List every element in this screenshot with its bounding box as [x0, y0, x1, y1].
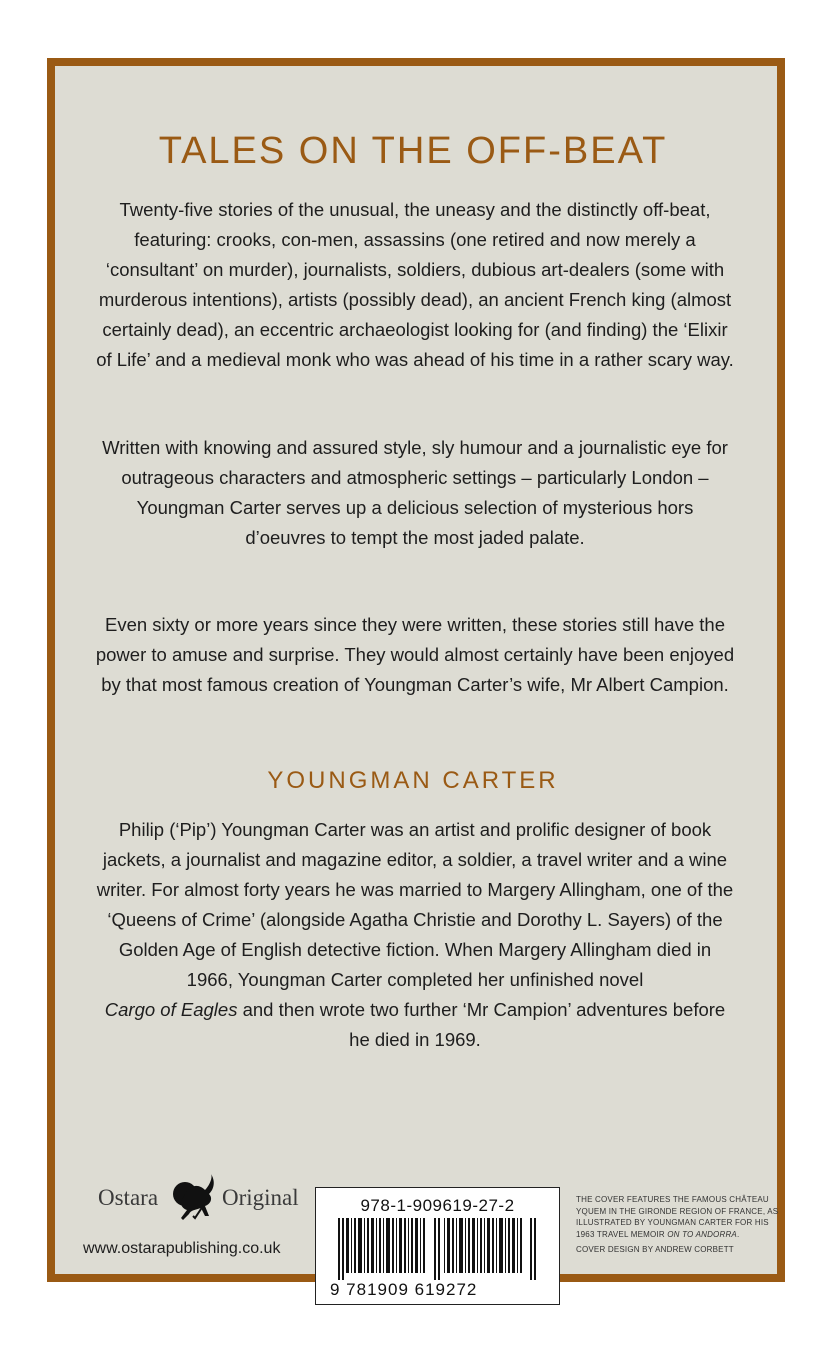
- author-bio: [95, 815, 735, 1055]
- isbn-barcode: [315, 1187, 560, 1305]
- publisher-url[interactable]: www.ostarapublishing.co.uk: [83, 1240, 281, 1257]
- author-bio-text: Philip (‘Pip’) Youngman Carter was an artist and prolific designer of book jackets, a journalist and magazine editor, a soldier, a travel writer and a wine writer. For almost forty years he was married to Margery Allingham, one of the ‘Queens of Crime’ (alongside Agatha Christie and Dorothy L. Sayers) of the Golden Age of English detective fiction. When Margery Allingham died in 1966, Youngman Carter completed her unfinished novel: [96, 819, 734, 990]
- cover-credits: [576, 1194, 781, 1256]
- publisher-logo-text-right: Original: [222, 1185, 299, 1210]
- book-title-reference: Cargo of Eagles: [104, 999, 238, 1020]
- publisher-logo-text-left: Ostara: [98, 1185, 159, 1210]
- book-title: TALES ON THE OFF-BEAT: [158, 130, 668, 172]
- author-heading: YOUNGMAN CARTER: [267, 767, 559, 794]
- cover-design-credit: COVER DESIGN BY ANDREW CORBETT: [576, 1245, 734, 1254]
- credit-period: .: [736, 1229, 740, 1239]
- credit-book-title: ON TO ANDORRA: [667, 1229, 737, 1239]
- author-bio-end: and then wrote two further ‘Mr Campion’ adventures before he died in 1969.: [237, 999, 726, 1050]
- isbn-number: 978-1-909619-27-2: [360, 1196, 515, 1215]
- blurb-paragraph-3: Even sixty or more years since they were written, these stories still have the power to amuse and surprise. They would almost certainly have been enjoyed by that most famous creation of Youngman Carter’s wife, Mr Albert Campion.: [95, 614, 735, 695]
- blurb-paragraph-1: Twenty-five stories of the unusual, the uneasy and the distinctly off-beat, featuring: crooks, con-men, assassins (one retired and now merely a ‘consultant’ on murder), journalists, soldiers, dubious art-dealers (some with murderous intentions), artists (possibly dead), an ancient French king (almost certainly dead), an eccentric archaeologist looking for (and finding) the ‘Elixir of Life’ and a medieval monk who was ahead of his time in a rather scary way.: [96, 199, 734, 370]
- blurb-paragraph-2: Written with knowing and assured style, sly humour and a journalistic eye for outrageous characters and atmospheric settings – particularly London – Youngman Carter serves up a delicious selection of mysterious hors d’oeuvres to tempt the most jaded palate.: [102, 437, 728, 548]
- cover-illustration-credit: [576, 1194, 781, 1240]
- credit-text: THE COVER FEATURES THE FAMOUS CHÂTEAU YQUEM IN THE GIRONDE REGION OF FRANCE, AS ILLUSTRATED BY YOUNGMAN CARTER FOR HIS 1963 TRAVEL MEMOIR: [576, 1195, 779, 1239]
- barcode-bars: [336, 1218, 541, 1280]
- barcode-digits: 9 781909 619272: [330, 1280, 478, 1299]
- hare-icon: [165, 1170, 221, 1226]
